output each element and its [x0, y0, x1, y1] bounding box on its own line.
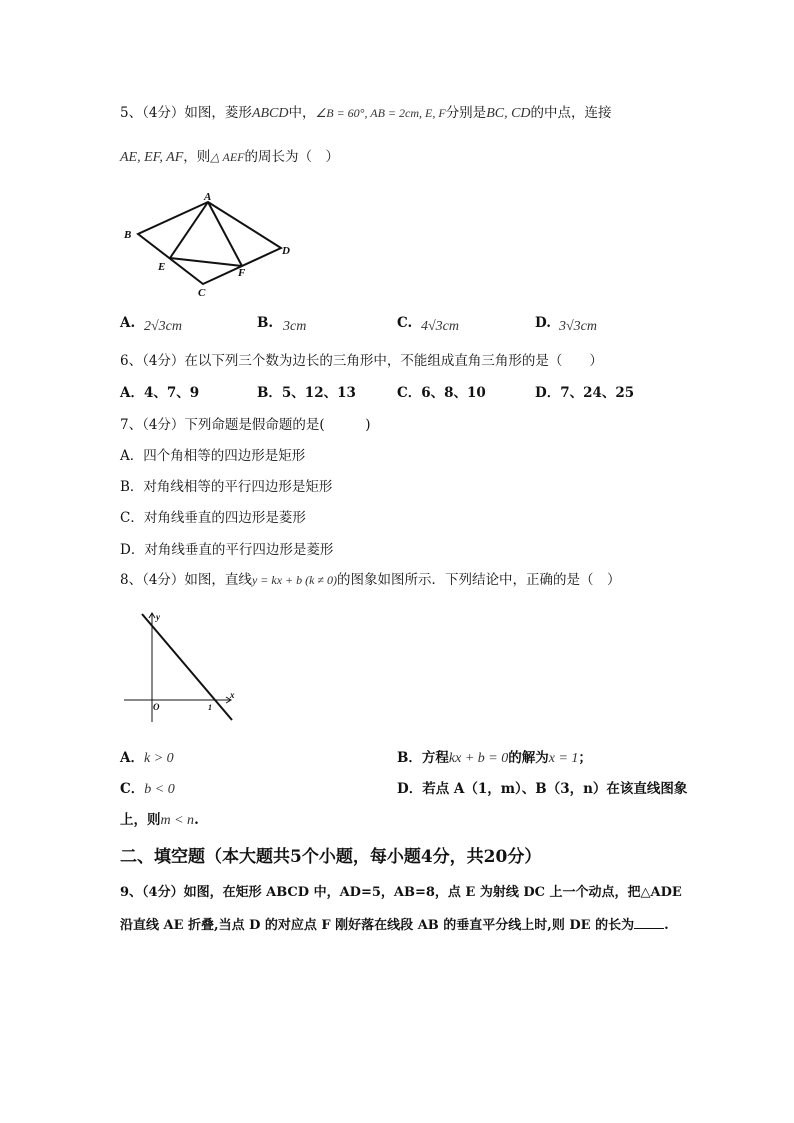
- q5-triangle: △ AEF: [210, 150, 245, 164]
- q5-option-c-value: 4√3cm: [421, 319, 460, 334]
- q7-stem: 7、（4分）下列命题是假命题的是( ): [120, 417, 371, 433]
- q5-stem-line1: 5、（4分）如图，菱形ABCD中，∠B = 60°, AB = 2cm, E, F分别是BC, CD的中点，连接: [120, 105, 612, 121]
- label-E: E: [158, 261, 166, 273]
- graph-origin-label: O: [153, 702, 160, 712]
- label-C: C: [198, 287, 206, 299]
- q8-option-a: A．k > 0: [120, 750, 174, 766]
- q5-stem-line2: AE, EF, AF，则△ AEF的周长为（ ）: [120, 149, 339, 165]
- q6-option-b: B．5、12、13: [257, 385, 356, 401]
- q5-option-b: B.: [257, 315, 274, 331]
- graph-one-label: 1: [208, 703, 212, 712]
- q6-stem: 6、（4分）在以下列三个数为边长的三角形中，不能组成直角三角形的是（ ）: [120, 353, 603, 369]
- label-F: F: [238, 267, 246, 279]
- q7-option-a: A．四个角相等的四边形是矩形: [120, 448, 306, 464]
- q5-rhombus-figure: [118, 188, 298, 298]
- q7-option-c: C．对角线垂直的四边形是菱形: [120, 510, 306, 526]
- q8-option-d-continued: 上，则m < n.: [120, 812, 199, 828]
- graph-x-label: x: [230, 690, 235, 700]
- q5-option-a: A.: [120, 315, 136, 331]
- q8-stem: 8、（4分）如图，直线y = kx + b (k ≠ 0)的图象如图所示．下列结论中，正确的是（ ）: [120, 572, 621, 588]
- q5-option-b-value: 3cm: [283, 319, 307, 334]
- q9-stem-line1: 9、（4分）如图，在矩形 ABCD 中，AD=5，AB=8，点 E 为射线 DC 上一个动点，把△ADE: [120, 885, 682, 900]
- q6-option-d: D．7、24、25: [535, 385, 635, 401]
- graph-y-label: y: [156, 612, 160, 622]
- q9-answer-blank[interactable]: [634, 916, 664, 929]
- q6-option-a: A．4、7、9: [120, 385, 200, 401]
- q8-formula: y = kx + b (k ≠ 0): [251, 573, 338, 587]
- q6-option-c: C．6、8、10: [397, 385, 486, 401]
- q7-option-b: B．对角线相等的平行四边形是矩形: [120, 479, 333, 495]
- q8-option-d: D．若点 A（1，m）、B（3，n）在该直线图象: [397, 781, 688, 797]
- label-A: A: [204, 191, 212, 203]
- q5-rhombus-name: ABCD: [251, 106, 289, 121]
- q8-line-graph: [122, 610, 252, 730]
- q5-sides: BC, CD: [486, 106, 531, 121]
- label-D: D: [282, 245, 290, 257]
- q5-option-d: D.: [535, 315, 551, 331]
- q8-option-c: C．b < 0: [120, 781, 175, 797]
- label-B: B: [124, 229, 132, 241]
- q9-stem-line2: 沿直线 AE 折叠,当点 D 的对应点 F 刚好落在线段 AB 的垂直平分线上时,则 DE 的长为 .: [120, 918, 669, 933]
- q7-option-d: D．对角线垂直的平行四边形是菱形: [120, 542, 334, 558]
- q8-option-b: B．方程kx + b = 0的解为x = 1；: [397, 750, 592, 766]
- q5-condition: ∠B = 60°, AB = 2cm, E, F: [315, 106, 446, 120]
- q5-option-c: C.: [397, 315, 413, 331]
- q5-option-a-value: 2√3cm: [144, 319, 183, 334]
- q5-segments: AE, EF, AF: [120, 150, 184, 165]
- section-2-title: 二、填空题（本大题共5个小题，每小题4分，共20分）: [120, 847, 542, 867]
- q5-option-d-value: 3√3cm: [559, 319, 598, 334]
